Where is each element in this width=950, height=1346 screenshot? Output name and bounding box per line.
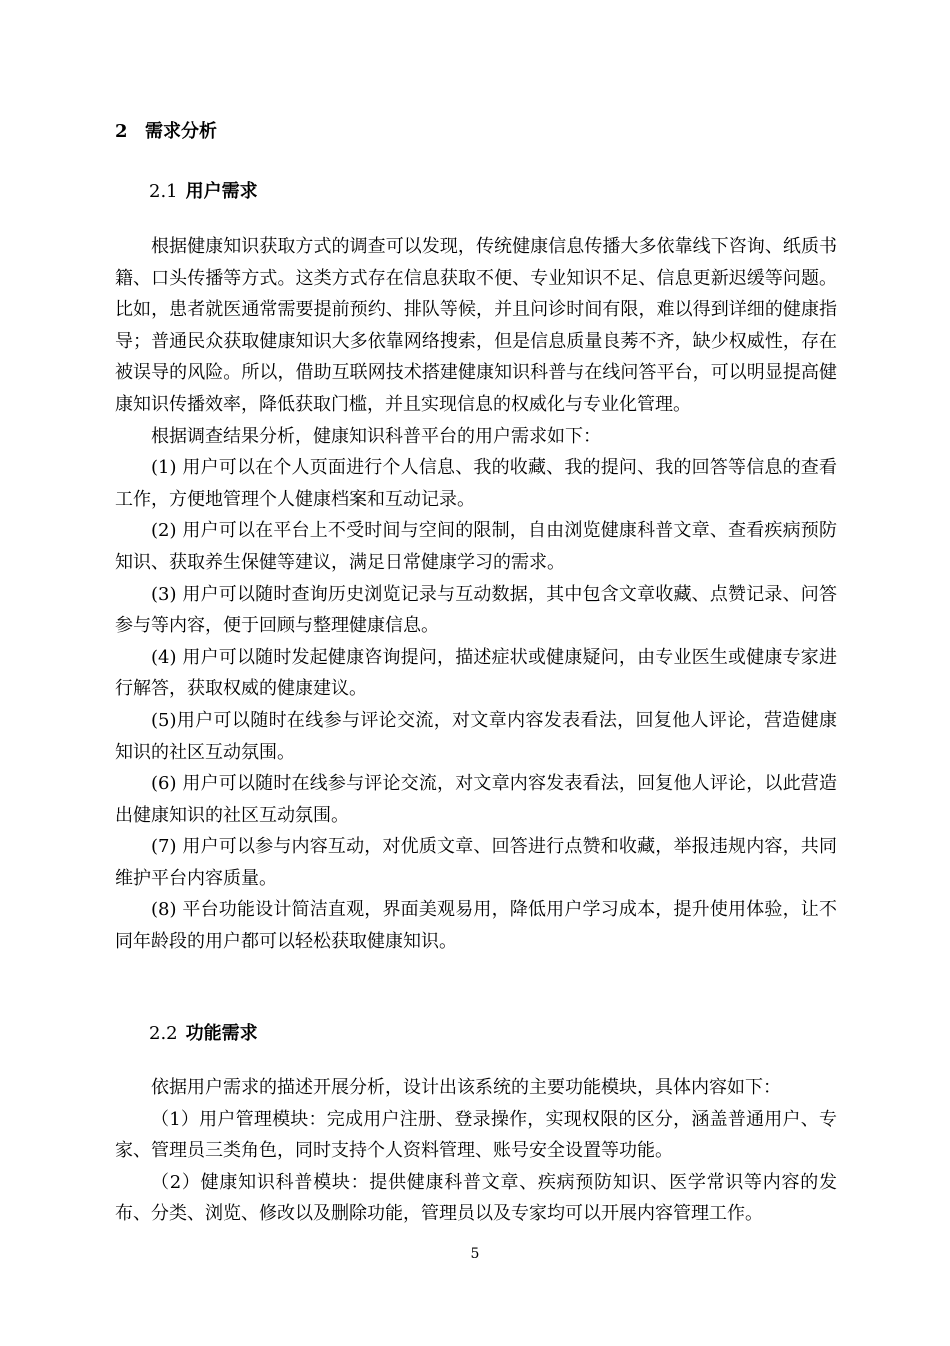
- subsection-title: 用户需求: [185, 181, 258, 202]
- section-title: 需求分析: [145, 121, 217, 142]
- functional-requirements-body: [115, 1072, 837, 1230]
- list-item: (5)用户可以随时在线参与评论交流，对文章内容发表看法，回复他人评论，营造健康知识的社区互动氛围。: [115, 709, 837, 763]
- page-number: 5: [470, 1246, 480, 1262]
- list-item: （2）健康知识科普模块：提供健康科普文章、疾病预防知识、医学常识等内容的发布、分类、浏览、修改以及删除功能，管理员以及专家均可以开展内容管理工作。: [115, 1171, 837, 1225]
- list-item: (4) 用户可以随时发起健康咨询提问，描述症状或健康疑问，由专业医生或健康专家进行解答，获取权威的健康建议。: [115, 646, 837, 700]
- list-item: (8) 平台功能设计简洁直观，界面美观易用，降低用户学习成本，提升使用体验，让不同年龄段的用户都可以轻松获取健康知识。: [115, 899, 837, 953]
- list-item: (1) 用户可以在个人页面进行个人信息、我的收藏、我的提问、我的回答等信息的查看工作，方便地管理个人健康档案和互动记录。: [115, 457, 837, 510]
- section-heading: [115, 118, 217, 146]
- subsection-number: 2.1: [149, 181, 178, 202]
- list-item: (7) 用户可以参与内容互动，对优质文章、回答进行点赞和收藏，举报违规内容，共同维护平台内容质量。: [115, 836, 837, 889]
- subsection-heading-functional-requirements: [149, 1020, 258, 1048]
- section-number: 2: [115, 121, 128, 142]
- paragraph: 根据调查结果分析，健康知识科普平台的用户需求如下：: [151, 425, 601, 447]
- list-item: (3) 用户可以随时查询历史浏览记录与互动数据，其中包含文章收藏、点赞记录、问答参与等内容，便于回顾与整理健康信息。: [115, 583, 837, 637]
- subsection-heading-user-requirements: [149, 178, 258, 206]
- subsection-number: 2.2: [149, 1023, 178, 1044]
- subsection-title: 功能需求: [185, 1023, 258, 1044]
- list-item: (6) 用户可以随时在线参与评论交流，对文章内容发表看法，回复他人评论，以此营造出健康知识的社区互动氛围。: [115, 773, 837, 826]
- list-item: (2) 用户可以在平台上不受时间与空间的限制，自由浏览健康科普文章、查看疾病预防知识、获取养生保健等建议，满足日常健康学习的需求。: [115, 520, 837, 573]
- list-item: （1）用户管理模块：完成用户注册、登录操作，实现权限的区分，涵盖普通用户、专家、管理员三类角色，同时支持个人资料管理、账号安全设置等功能。: [115, 1108, 837, 1162]
- paragraph: 根据健康知识获取方式的调查可以发现，传统健康信息传播大多依靠线下咨询、纸质书籍、口头传播等方式。这类方式存在信息获取不便、专业知识不足、信息更新迟缓等问题。比如，患者就医通常需要提前预约、排队等候，并且问诊时间有限，难以得到详细的健康指导；普通民众获取健康知识大多依靠网络搜索，但是信息质量良莠不齐，缺少权威性，存在被误导的风险。所以，借助互联网技术搭建健康知识科普与在线问答平台，可以明显提高健康知识传播效率，降低获取门槛，并且实现信息的权威化与专业化管理。: [115, 236, 837, 415]
- paragraph: 依据用户需求的描述开展分析，设计出该系统的主要功能模块，具体内容如下：: [151, 1077, 781, 1098]
- user-requirements-body: [115, 231, 837, 958]
